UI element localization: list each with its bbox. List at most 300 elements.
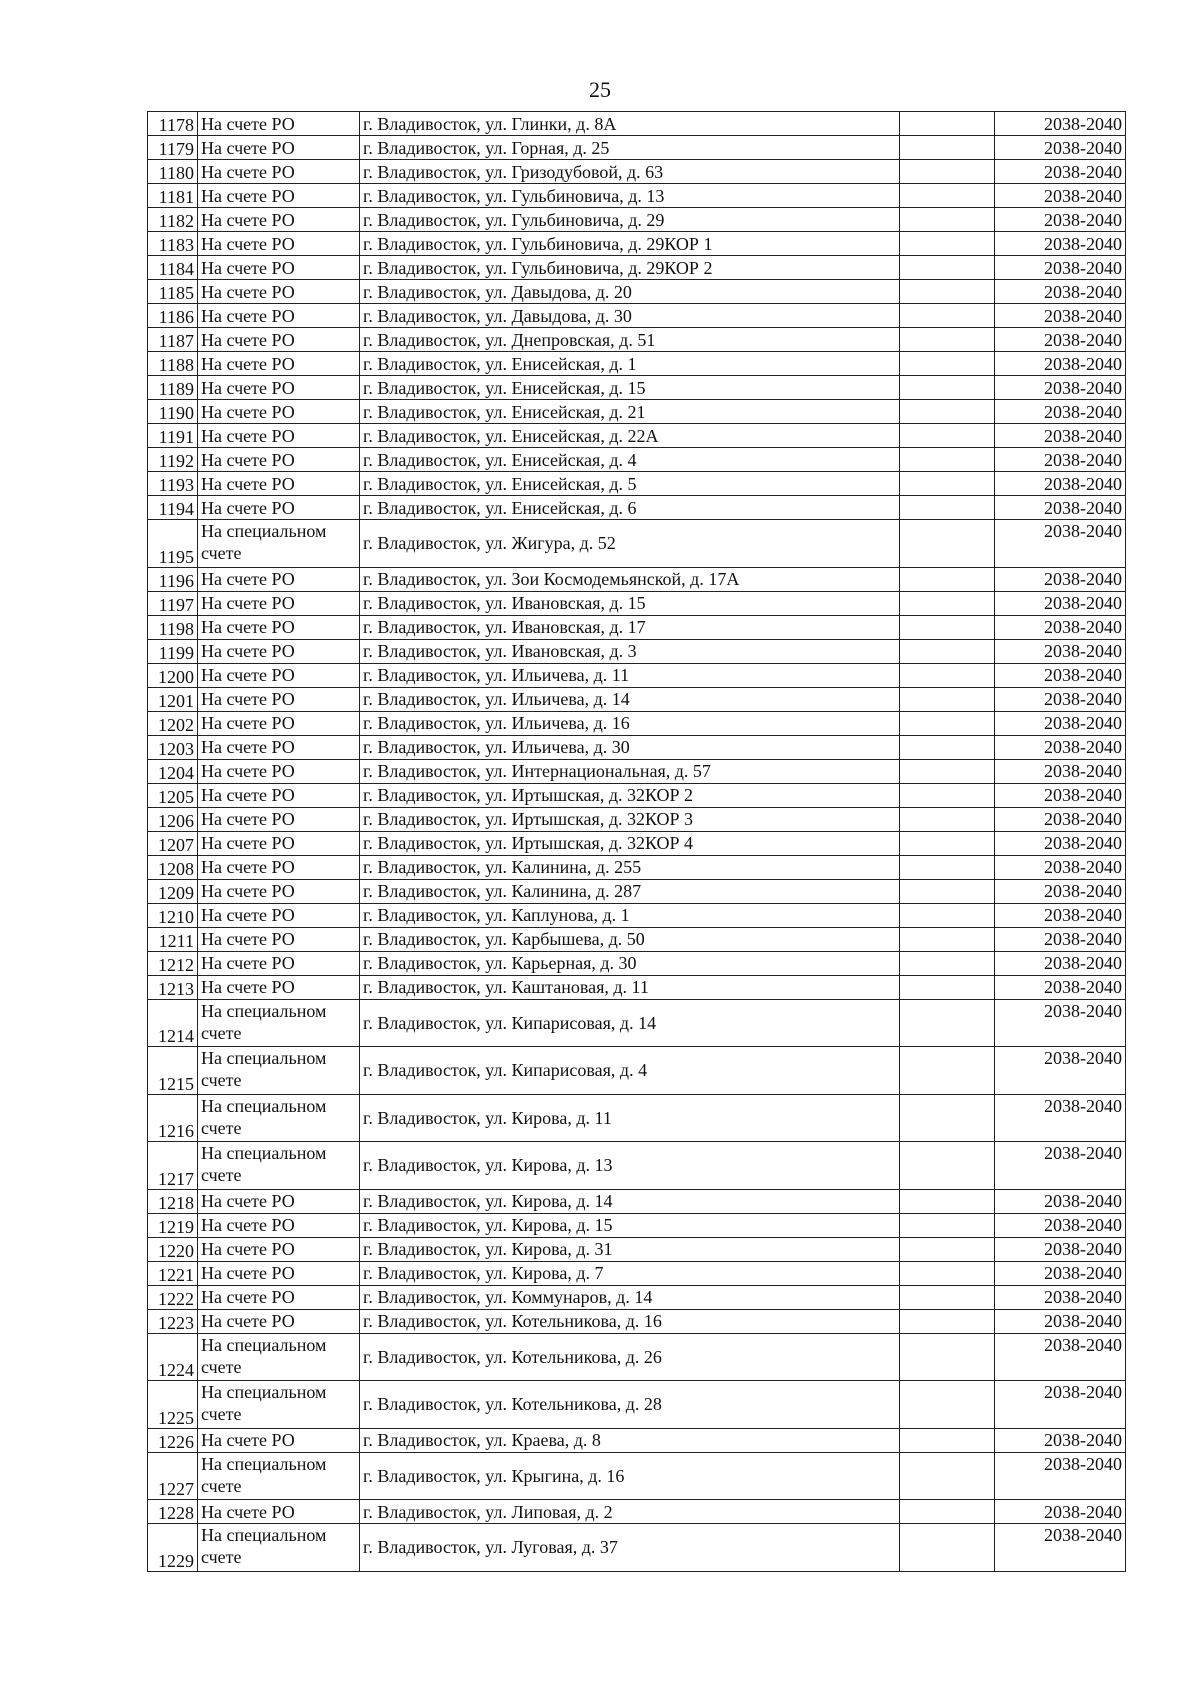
address-cell: г. Владивосток, ул. Енисейская, д. 15: [360, 376, 900, 400]
table-row: [148, 1142, 1126, 1190]
row-number-cell: 1206: [148, 807, 198, 831]
row-number-cell: 1216: [148, 1094, 198, 1142]
row-number-cell: 1202: [148, 711, 198, 735]
address-cell: г. Владивосток, ул. Липовая, д. 2: [360, 1500, 900, 1524]
row-number-cell: 1189: [148, 376, 198, 400]
account-type-cell: На счете РО: [198, 1189, 360, 1213]
blank-cell: [900, 975, 995, 999]
period-cell: 2038-2040: [995, 112, 1126, 136]
period-cell: 2038-2040: [995, 711, 1126, 735]
period-cell: 2038-2040: [995, 1237, 1126, 1261]
address-cell: г. Владивосток, ул. Котельникова, д. 16: [360, 1309, 900, 1333]
account-type-cell: На счете РО: [198, 639, 360, 663]
table-row: [148, 591, 1126, 615]
row-number-cell: 1205: [148, 783, 198, 807]
blank-cell: [900, 999, 995, 1047]
table-row: [148, 999, 1126, 1047]
period-cell: 2038-2040: [995, 759, 1126, 783]
table-row: [148, 352, 1126, 376]
blank-cell: [900, 663, 995, 687]
table-row: [148, 496, 1126, 520]
table-row: [148, 1309, 1126, 1333]
row-number-cell: 1203: [148, 735, 198, 759]
table-row: [148, 112, 1126, 136]
row-number-cell: 1227: [148, 1452, 198, 1500]
row-number-cell: 1193: [148, 472, 198, 496]
account-type-cell: На счете РО: [198, 232, 360, 256]
blank-cell: [900, 136, 995, 160]
account-type-cell: На счете РО: [198, 735, 360, 759]
row-number-cell: 1184: [148, 256, 198, 280]
period-cell: 2038-2040: [995, 352, 1126, 376]
blank-cell: [900, 711, 995, 735]
table-row: [148, 1452, 1126, 1500]
row-number-cell: 1196: [148, 567, 198, 591]
address-cell: г. Владивосток, ул. Гульбиновича, д. 29КОР 1: [360, 232, 900, 256]
blank-cell: [900, 280, 995, 304]
address-cell: г. Владивосток, ул. Карбышева, д. 50: [360, 927, 900, 951]
blank-cell: [900, 639, 995, 663]
period-cell: 2038-2040: [995, 208, 1126, 232]
address-cell: г. Владивосток, ул. Кирова, д. 13: [360, 1142, 900, 1190]
address-cell: г. Владивосток, ул. Енисейская, д. 1: [360, 352, 900, 376]
row-number-cell: 1187: [148, 328, 198, 352]
blank-cell: [900, 879, 995, 903]
table-row: [148, 232, 1126, 256]
account-type-cell: На специальном счете: [198, 1381, 360, 1429]
account-type-cell: На счете РО: [198, 472, 360, 496]
row-number-cell: 1200: [148, 663, 198, 687]
account-type-cell: На счете РО: [198, 975, 360, 999]
table-row: [148, 639, 1126, 663]
table-row: [148, 567, 1126, 591]
blank-cell: [900, 1213, 995, 1237]
period-cell: 2038-2040: [995, 1500, 1126, 1524]
blank-cell: [900, 735, 995, 759]
address-cell: г. Владивосток, ул. Калинина, д. 287: [360, 879, 900, 903]
address-cell: г. Владивосток, ул. Иртышская, д. 32КОР 4: [360, 831, 900, 855]
period-cell: 2038-2040: [995, 831, 1126, 855]
account-type-cell: На счете РО: [198, 208, 360, 232]
row-number-cell: 1210: [148, 903, 198, 927]
account-type-cell: На счете РО: [198, 783, 360, 807]
table-row: [148, 663, 1126, 687]
period-cell: 2038-2040: [995, 184, 1126, 208]
blank-cell: [900, 855, 995, 879]
address-cell: г. Владивосток, ул. Иртышская, д. 32КОР 2: [360, 783, 900, 807]
period-cell: 2038-2040: [995, 304, 1126, 328]
table-row: [148, 304, 1126, 328]
account-type-cell: На счете РО: [198, 304, 360, 328]
table-row: [148, 1428, 1126, 1452]
period-cell: 2038-2040: [995, 927, 1126, 951]
row-number-cell: 1225: [148, 1381, 198, 1429]
address-cell: г. Владивосток, ул. Горная, д. 25: [360, 136, 900, 160]
row-number-cell: 1207: [148, 831, 198, 855]
period-cell: 2038-2040: [995, 783, 1126, 807]
period-cell: 2038-2040: [995, 256, 1126, 280]
period-cell: 2038-2040: [995, 1142, 1126, 1190]
row-number-cell: 1218: [148, 1189, 198, 1213]
table-row: [148, 280, 1126, 304]
row-number-cell: 1199: [148, 639, 198, 663]
table-row: [148, 160, 1126, 184]
account-type-cell: На счете РО: [198, 687, 360, 711]
address-cell: г. Владивосток, ул. Ильичева, д. 11: [360, 663, 900, 687]
account-type-cell: На счете РО: [198, 352, 360, 376]
account-type-cell: На счете РО: [198, 879, 360, 903]
period-cell: 2038-2040: [995, 376, 1126, 400]
blank-cell: [900, 1500, 995, 1524]
address-cell: г. Владивосток, ул. Каштановая, д. 11: [360, 975, 900, 999]
account-type-cell: На счете РО: [198, 663, 360, 687]
row-number-cell: 1220: [148, 1237, 198, 1261]
address-cell: г. Владивосток, ул. Интернациональная, д. 57: [360, 759, 900, 783]
period-cell: 2038-2040: [995, 160, 1126, 184]
blank-cell: [900, 1189, 995, 1213]
account-type-cell: На счете РО: [198, 1428, 360, 1452]
row-number-cell: 1183: [148, 232, 198, 256]
address-cell: г. Владивосток, ул. Ивановская, д. 3: [360, 639, 900, 663]
table-row: [148, 1261, 1126, 1285]
account-type-cell: На счете РО: [198, 376, 360, 400]
table-row: [148, 1500, 1126, 1524]
period-cell: 2038-2040: [995, 280, 1126, 304]
account-type-cell: На специальном счете: [198, 520, 360, 568]
address-cell: г. Владивосток, ул. Енисейская, д. 21: [360, 400, 900, 424]
blank-cell: [900, 687, 995, 711]
table-row: [148, 1285, 1126, 1309]
table-row: [148, 1333, 1126, 1381]
period-cell: 2038-2040: [995, 1524, 1126, 1572]
blank-cell: [900, 256, 995, 280]
blank-cell: [900, 328, 995, 352]
blank-cell: [900, 1381, 995, 1429]
account-type-cell: На счете РО: [198, 1237, 360, 1261]
blank-cell: [900, 232, 995, 256]
table-row: [148, 687, 1126, 711]
table-row: [148, 975, 1126, 999]
address-cell: г. Владивосток, ул. Кирова, д. 7: [360, 1261, 900, 1285]
address-cell: г. Владивосток, ул. Ильичева, д. 16: [360, 711, 900, 735]
registry-table-body: [148, 112, 1126, 1572]
account-type-cell: На счете РО: [198, 1500, 360, 1524]
table-row: [148, 208, 1126, 232]
period-cell: 2038-2040: [995, 879, 1126, 903]
address-cell: г. Владивосток, ул. Крыгина, д. 16: [360, 1452, 900, 1500]
row-number-cell: 1219: [148, 1213, 198, 1237]
address-cell: г. Владивосток, ул. Луговая, д. 37: [360, 1524, 900, 1572]
blank-cell: [900, 567, 995, 591]
table-row: [148, 184, 1126, 208]
table-row: [148, 1381, 1126, 1429]
account-type-cell: На счете РО: [198, 400, 360, 424]
period-cell: 2038-2040: [995, 999, 1126, 1047]
table-row: [148, 1237, 1126, 1261]
period-cell: 2038-2040: [995, 1261, 1126, 1285]
blank-cell: [900, 615, 995, 639]
registry-table: [147, 111, 1126, 1572]
table-row: [148, 448, 1126, 472]
period-cell: 2038-2040: [995, 567, 1126, 591]
address-cell: г. Владивосток, ул. Енисейская, д. 4: [360, 448, 900, 472]
address-cell: г. Владивосток, ул. Кипарисовая, д. 14: [360, 999, 900, 1047]
row-number-cell: 1195: [148, 520, 198, 568]
blank-cell: [900, 831, 995, 855]
address-cell: г. Владивосток, ул. Кирова, д. 31: [360, 1237, 900, 1261]
address-cell: г. Владивосток, ул. Жигура, д. 52: [360, 520, 900, 568]
row-number-cell: 1198: [148, 615, 198, 639]
blank-cell: [900, 400, 995, 424]
period-cell: 2038-2040: [995, 1094, 1126, 1142]
account-type-cell: На счете РО: [198, 903, 360, 927]
period-cell: 2038-2040: [995, 639, 1126, 663]
blank-cell: [900, 927, 995, 951]
row-number-cell: 1204: [148, 759, 198, 783]
address-cell: г. Владивосток, ул. Ивановская, д. 15: [360, 591, 900, 615]
account-type-cell: На счете РО: [198, 1261, 360, 1285]
account-type-cell: На специальном счете: [198, 999, 360, 1047]
period-cell: 2038-2040: [995, 136, 1126, 160]
period-cell: 2038-2040: [995, 472, 1126, 496]
table-row: [148, 615, 1126, 639]
account-type-cell: На счете РО: [198, 711, 360, 735]
blank-cell: [900, 1237, 995, 1261]
account-type-cell: На счете РО: [198, 855, 360, 879]
table-row: [148, 424, 1126, 448]
blank-cell: [900, 1428, 995, 1452]
blank-cell: [900, 424, 995, 448]
account-type-cell: На счете РО: [198, 1309, 360, 1333]
table-row: [148, 256, 1126, 280]
blank-cell: [900, 1524, 995, 1572]
account-type-cell: На счете РО: [198, 615, 360, 639]
blank-cell: [900, 160, 995, 184]
row-number-cell: 1179: [148, 136, 198, 160]
blank-cell: [900, 591, 995, 615]
table-row: [148, 472, 1126, 496]
account-type-cell: На специальном счете: [198, 1047, 360, 1095]
blank-cell: [900, 184, 995, 208]
row-number-cell: 1222: [148, 1285, 198, 1309]
row-number-cell: 1192: [148, 448, 198, 472]
blank-cell: [900, 951, 995, 975]
blank-cell: [900, 1333, 995, 1381]
account-type-cell: На счете РО: [198, 567, 360, 591]
table-row: [148, 1189, 1126, 1213]
row-number-cell: 1215: [148, 1047, 198, 1095]
row-number-cell: 1221: [148, 1261, 198, 1285]
period-cell: 2038-2040: [995, 807, 1126, 831]
address-cell: г. Владивосток, ул. Гризодубовой, д. 63: [360, 160, 900, 184]
period-cell: 2038-2040: [995, 232, 1126, 256]
table-row: [148, 376, 1126, 400]
account-type-cell: На специальном счете: [198, 1333, 360, 1381]
page-number: 25: [589, 77, 611, 102]
row-number-cell: 1201: [148, 687, 198, 711]
row-number-cell: 1214: [148, 999, 198, 1047]
blank-cell: [900, 759, 995, 783]
table-row: [148, 1524, 1126, 1572]
account-type-cell: На счете РО: [198, 424, 360, 448]
table-row: [148, 855, 1126, 879]
address-cell: г. Владивосток, ул. Давыдова, д. 30: [360, 304, 900, 328]
period-cell: 2038-2040: [995, 400, 1126, 424]
account-type-cell: На счете РО: [198, 927, 360, 951]
account-type-cell: На счете РО: [198, 1213, 360, 1237]
account-type-cell: На счете РО: [198, 160, 360, 184]
address-cell: г. Владивосток, ул. Гульбиновича, д. 13: [360, 184, 900, 208]
address-cell: г. Владивосток, ул. Иртышская, д. 32КОР 3: [360, 807, 900, 831]
row-number-cell: 1194: [148, 496, 198, 520]
address-cell: г. Владивосток, ул. Енисейская, д. 5: [360, 472, 900, 496]
table-row: [148, 927, 1126, 951]
period-cell: 2038-2040: [995, 903, 1126, 927]
table-row: [148, 735, 1126, 759]
row-number-cell: 1178: [148, 112, 198, 136]
blank-cell: [900, 352, 995, 376]
row-number-cell: 1188: [148, 352, 198, 376]
account-type-cell: На счете РО: [198, 591, 360, 615]
account-type-cell: На счете РО: [198, 1285, 360, 1309]
address-cell: г. Владивосток, ул. Ильичева, д. 30: [360, 735, 900, 759]
address-cell: г. Владивосток, ул. Котельникова, д. 26: [360, 1333, 900, 1381]
blank-cell: [900, 1142, 995, 1190]
account-type-cell: На специальном счете: [198, 1142, 360, 1190]
row-number-cell: 1228: [148, 1500, 198, 1524]
row-number-cell: 1208: [148, 855, 198, 879]
period-cell: 2038-2040: [995, 1213, 1126, 1237]
address-cell: г. Владивосток, ул. Гульбиновича, д. 29: [360, 208, 900, 232]
period-cell: 2038-2040: [995, 975, 1126, 999]
blank-cell: [900, 903, 995, 927]
period-cell: 2038-2040: [995, 424, 1126, 448]
account-type-cell: На счете РО: [198, 759, 360, 783]
address-cell: г. Владивосток, ул. Енисейская, д. 22А: [360, 424, 900, 448]
row-number-cell: 1209: [148, 879, 198, 903]
account-type-cell: На счете РО: [198, 136, 360, 160]
address-cell: г. Владивосток, ул. Ильичева, д. 14: [360, 687, 900, 711]
table-row: [148, 759, 1126, 783]
address-cell: г. Владивосток, ул. Днепровская, д. 51: [360, 328, 900, 352]
address-cell: г. Владивосток, ул. Кирова, д. 15: [360, 1213, 900, 1237]
blank-cell: [900, 1452, 995, 1500]
period-cell: 2038-2040: [995, 1452, 1126, 1500]
blank-cell: [900, 1285, 995, 1309]
row-number-cell: 1229: [148, 1524, 198, 1572]
period-cell: 2038-2040: [995, 1189, 1126, 1213]
blank-cell: [900, 807, 995, 831]
address-cell: г. Владивосток, ул. Давыдова, д. 20: [360, 280, 900, 304]
account-type-cell: На счете РО: [198, 448, 360, 472]
blank-cell: [900, 1261, 995, 1285]
account-type-cell: На специальном счете: [198, 1094, 360, 1142]
row-number-cell: 1223: [148, 1309, 198, 1333]
period-cell: 2038-2040: [995, 591, 1126, 615]
address-cell: г. Владивосток, ул. Зои Космодемьянской, д. 17А: [360, 567, 900, 591]
address-cell: г. Владивосток, ул. Каплунова, д. 1: [360, 903, 900, 927]
account-type-cell: На счете РО: [198, 496, 360, 520]
blank-cell: [900, 448, 995, 472]
address-cell: г. Владивосток, ул. Кирова, д. 14: [360, 1189, 900, 1213]
row-number-cell: 1211: [148, 927, 198, 951]
address-cell: г. Владивосток, ул. Коммунаров, д. 14: [360, 1285, 900, 1309]
account-type-cell: На счете РО: [198, 951, 360, 975]
period-cell: 2038-2040: [995, 687, 1126, 711]
period-cell: 2038-2040: [995, 328, 1126, 352]
address-cell: г. Владивосток, ул. Карьерная, д. 30: [360, 951, 900, 975]
address-cell: г. Владивосток, ул. Краева, д. 8: [360, 1428, 900, 1452]
blank-cell: [900, 208, 995, 232]
period-cell: 2038-2040: [995, 663, 1126, 687]
period-cell: 2038-2040: [995, 615, 1126, 639]
address-cell: г. Владивосток, ул. Ивановская, д. 17: [360, 615, 900, 639]
period-cell: 2038-2040: [995, 1381, 1126, 1429]
table-row: [148, 783, 1126, 807]
period-cell: 2038-2040: [995, 496, 1126, 520]
table-row: [148, 520, 1126, 568]
account-type-cell: На счете РО: [198, 280, 360, 304]
table-row: [148, 328, 1126, 352]
row-number-cell: 1182: [148, 208, 198, 232]
blank-cell: [900, 1047, 995, 1095]
period-cell: 2038-2040: [995, 1285, 1126, 1309]
table-row: [148, 136, 1126, 160]
address-cell: г. Владивосток, ул. Калинина, д. 255: [360, 855, 900, 879]
account-type-cell: На специальном счете: [198, 1524, 360, 1572]
blank-cell: [900, 112, 995, 136]
table-row: [148, 1213, 1126, 1237]
address-cell: г. Владивосток, ул. Кипарисовая, д. 4: [360, 1047, 900, 1095]
blank-cell: [900, 376, 995, 400]
account-type-cell: На специальном счете: [198, 1452, 360, 1500]
account-type-cell: На счете РО: [198, 831, 360, 855]
row-number-cell: 1186: [148, 304, 198, 328]
account-type-cell: На счете РО: [198, 112, 360, 136]
account-type-cell: На счете РО: [198, 256, 360, 280]
row-number-cell: 1197: [148, 591, 198, 615]
period-cell: 2038-2040: [995, 855, 1126, 879]
row-number-cell: 1226: [148, 1428, 198, 1452]
address-cell: г. Владивосток, ул. Енисейская, д. 6: [360, 496, 900, 520]
table-row: [148, 903, 1126, 927]
table-row: [148, 1047, 1126, 1095]
row-number-cell: 1180: [148, 160, 198, 184]
row-number-cell: 1191: [148, 424, 198, 448]
row-number-cell: 1224: [148, 1333, 198, 1381]
address-cell: г. Владивосток, ул. Глинки, д. 8А: [360, 112, 900, 136]
blank-cell: [900, 304, 995, 328]
blank-cell: [900, 1094, 995, 1142]
row-number-cell: 1212: [148, 951, 198, 975]
account-type-cell: На счете РО: [198, 807, 360, 831]
account-type-cell: На счете РО: [198, 184, 360, 208]
period-cell: 2038-2040: [995, 1047, 1126, 1095]
blank-cell: [900, 472, 995, 496]
address-cell: г. Владивосток, ул. Котельникова, д. 28: [360, 1381, 900, 1429]
period-cell: 2038-2040: [995, 1333, 1126, 1381]
period-cell: 2038-2040: [995, 520, 1126, 568]
table-row: [148, 879, 1126, 903]
row-number-cell: 1213: [148, 975, 198, 999]
period-cell: 2038-2040: [995, 735, 1126, 759]
period-cell: 2038-2040: [995, 1309, 1126, 1333]
address-cell: г. Владивосток, ул. Кирова, д. 11: [360, 1094, 900, 1142]
row-number-cell: 1181: [148, 184, 198, 208]
blank-cell: [900, 1309, 995, 1333]
period-cell: 2038-2040: [995, 951, 1126, 975]
period-cell: 2038-2040: [995, 1428, 1126, 1452]
